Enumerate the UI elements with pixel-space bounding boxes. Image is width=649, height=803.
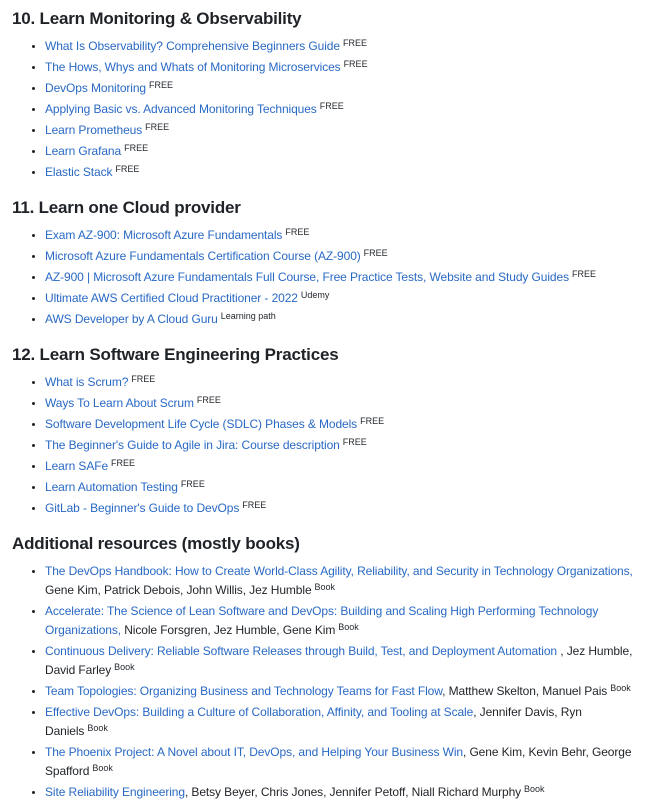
resource-item [45,436,635,455]
section-software-engineering-practices [12,344,635,518]
resource-link[interactable]: Learn Prometheus [45,123,143,137]
resource-list [12,226,635,329]
resource-item [45,394,635,413]
resource-item [45,642,635,680]
tag-superscript: Udemy [300,289,330,300]
resource-link[interactable]: DevOps Monitoring [45,81,147,95]
resource-item [45,100,635,119]
authors-text: , Jennifer Davis, Ryn Daniels [45,705,586,738]
resource-list [12,37,635,182]
resource-item [45,289,635,308]
resource-link[interactable]: Team Topologies: Organizing Business and Technology Teams for Fast Flow [45,684,443,698]
tag-superscript: FREE [180,478,205,489]
tag-superscript: FREE [111,457,136,468]
resource-link[interactable]: AWS Developer by A Cloud Guru [45,312,218,326]
resource-list [12,562,635,802]
resource-link[interactable]: The Beginner's Guide to Agile in Jira: Course description [45,438,340,452]
tag-superscript: FREE [363,247,388,258]
resource-link[interactable]: Site Reliability Engineering [45,785,185,799]
resource-link[interactable]: Accelerate: The Science of Lean Software and DevOps: Building and Scaling High Performing Technology Organizations, [45,604,602,637]
section-learn-cloud-provider [12,197,635,329]
resource-item [45,163,635,182]
resource-link[interactable]: Software Development Life Cycle (SDLC) Phases & Models [45,417,358,431]
tag-superscript: FREE [360,415,385,426]
resource-item [45,478,635,497]
resource-link[interactable]: Applying Basic vs. Advanced Monitoring Techniques [45,102,317,116]
resource-link[interactable]: Elastic Stack [45,165,113,179]
tag-superscript: FREE [342,37,367,48]
resource-item [45,226,635,245]
tag-superscript: FREE [149,79,174,90]
tag-superscript: Book [610,682,631,693]
resource-link[interactable]: The Hows, Whys and Whats of Monitoring Microservices [45,60,341,74]
resource-item [45,142,635,161]
section-additional-resources [12,533,635,802]
resource-link[interactable]: Effective DevOps: Building a Culture of Collaboration, Affinity, and Tooling at Scale [45,705,474,719]
tag-superscript: Book [114,661,135,672]
resource-item [45,121,635,140]
tag-superscript: FREE [242,499,267,510]
tag-superscript: FREE [571,268,596,279]
tag-superscript: Book [524,783,545,794]
tag-superscript: FREE [145,121,170,132]
section-heading: 11. Learn one Cloud provider [12,198,241,217]
tag-superscript: FREE [196,394,221,405]
resource-link[interactable]: What is Scrum? [45,375,129,389]
resource-item [45,268,635,287]
resource-item [45,79,635,98]
authors-text: , Jez Humble, David Farley [45,644,636,677]
resource-item [45,415,635,434]
tag-superscript: FREE [115,163,140,174]
authors-text: Gene Kim, Patrick Debois, John Willis, Jez Humble [45,564,636,597]
authors-text: , Gene Kim, Kevin Behr, George Spafford [45,745,635,778]
section-heading: 10. Learn Monitoring & Observability [12,9,302,28]
tag-superscript: Book [87,722,108,733]
tag-superscript: Book [92,762,113,773]
authors-text: Nicole Forsgren, Jez Humble, Gene Kim [120,623,336,637]
resource-link[interactable]: Microsoft Azure Fundamentals Certification Course (AZ-900) [45,249,361,263]
resource-item [45,499,635,518]
tag-superscript: Book [314,581,336,592]
resource-item [45,743,635,781]
section-heading: 12. Learn Software Engineering Practices [12,345,339,364]
resource-item [45,37,635,56]
section-learn-monitoring [12,8,635,182]
resource-item [45,310,635,329]
resource-item [45,373,635,392]
resource-link[interactable]: Continuous Delivery: Reliable Software Releases through Build, Test, and Deployment Automation [45,644,558,658]
tag-superscript: FREE [285,226,310,237]
section-heading: Additional resources (mostly books) [12,534,300,553]
resource-link[interactable]: AZ-900 | Microsoft Azure Fundamentals Full Course, Free Practice Tests, Website and Study Guides [45,270,569,284]
document-body [12,8,635,802]
tag-superscript: FREE [124,142,149,153]
tag-superscript: FREE [131,373,156,384]
resource-link[interactable]: Learn SAFe [45,459,109,473]
tag-superscript: Learning path [220,310,276,321]
resource-link[interactable]: Learn Automation Testing [45,480,178,494]
resource-link[interactable]: What Is Observability? Comprehensive Beginners Guide [45,39,340,53]
authors-text: , Betsy Beyer, Chris Jones, Jennifer Petoff, Niall Richard Murphy [184,785,522,799]
resource-item [45,247,635,266]
resource-item [45,783,635,802]
resource-link[interactable]: GitLab - Beginner's Guide to DevOps [45,501,240,515]
resource-link[interactable]: Ultimate AWS Certified Cloud Practitioner - 2022 [45,291,298,305]
resource-item [45,562,635,600]
authors-text: , Matthew Skelton, Manuel Pais [442,684,608,698]
resource-item [45,58,635,77]
resource-list [12,373,635,518]
resource-item [45,703,635,741]
resource-link[interactable]: The DevOps Handbook: How to Create World-Class Agility, Reliability, and Security in Technology Organizations, [45,564,633,578]
resource-item [45,682,635,701]
resource-link[interactable]: The Phoenix Project: A Novel about IT, DevOps, and Helping Your Business Win [45,745,463,759]
resource-item [45,602,635,640]
resource-link[interactable]: Ways To Learn About Scrum [45,396,194,410]
tag-superscript: FREE [342,436,367,447]
resource-link[interactable]: Learn Grafana [45,144,122,158]
tag-superscript: Book [338,621,359,632]
resource-item [45,457,635,476]
tag-superscript: FREE [343,58,368,69]
tag-superscript: FREE [319,100,344,111]
resource-link[interactable]: Exam AZ-900: Microsoft Azure Fundamentals [45,228,283,242]
